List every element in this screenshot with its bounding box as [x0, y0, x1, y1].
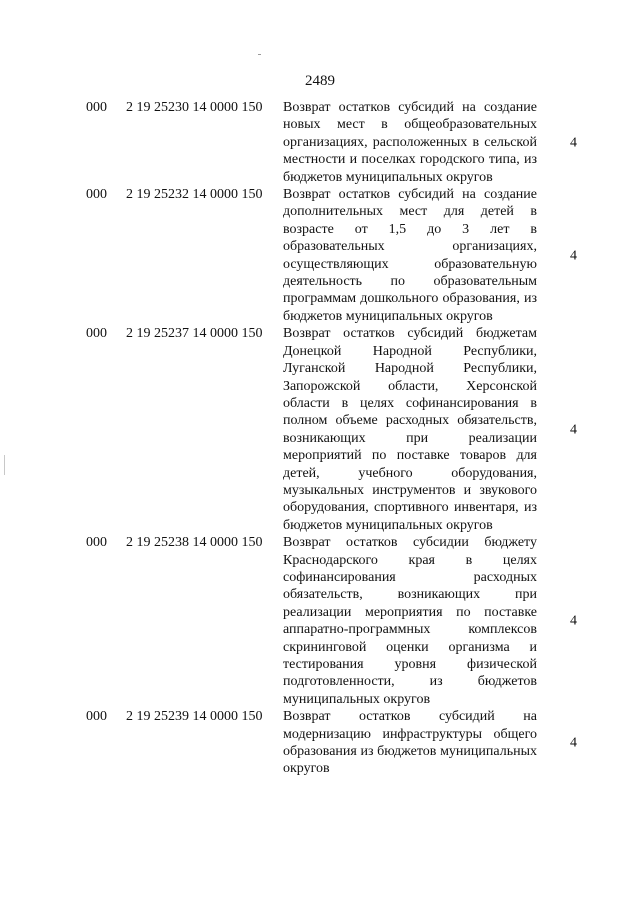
admin-code: 000 — [86, 535, 107, 551]
table-row — [0, 99, 640, 186]
budget-classification-code: 2 19 25232 14 0000 150 — [126, 187, 263, 203]
budget-classification-code: 2 19 25239 14 0000 150 — [126, 709, 263, 725]
row-description: Возврат остатков субсидии бюджету Краснодарского края в целях софинансирования расходных обязательств, возникающих при реализации мероприятия по поставке аппаратно-программных комплексов скрининговой оценки организма и тестирования уровня физической подготовленности, из бюджетов муниципальных округов — [283, 535, 537, 707]
row-description: Возврат остатков субсидий бюджетам Донецкой Народной Республики, Луганской Народной Республики, Запорожской области, Херсонской области в целях софинансирования в полном объеме расходных обязательств, возникающих при реализации мероприятий по поставке товаров для детей, учебного оборудования, музыкальных инструментов и звукового оборудования, спортивного инвентаря, из бюджетов муниципальных округов — [283, 326, 537, 533]
table-row — [0, 708, 640, 778]
admin-code: 000 — [86, 187, 107, 203]
row-amount: 4 — [570, 735, 577, 751]
budget-classification-code: 2 19 25230 14 0000 150 — [126, 100, 263, 115]
row-amount: 4 — [570, 422, 577, 438]
scan-artifact — [258, 54, 261, 55]
table-row — [0, 325, 640, 534]
row-description: Возврат остатков субсидий на создание дополнительных мест для детей в возрасте от 1,5 до 3 лет в образовательных организациях, осуществляющих образовательную деятельность по образовательным программам дошкольного образования, из бюджетов муниципальных округов — [283, 187, 537, 324]
row-amount: 4 — [570, 613, 577, 629]
budget-classification-code: 2 19 25238 14 0000 150 — [126, 535, 263, 551]
budget-classification-code: 2 19 25237 14 0000 150 — [126, 326, 263, 342]
admin-code: 000 — [86, 326, 107, 342]
row-amount: 4 — [570, 248, 577, 264]
table-row — [0, 534, 640, 708]
page-number: 2489 — [305, 73, 335, 89]
table-row — [0, 186, 640, 325]
admin-code: 000 — [86, 100, 107, 115]
row-description: Возврат остатков субсидий на создание новых мест в общеобразовательных организациях, расположенных в сельской местности и поселках городского типа, из бюджетов муниципальных округов — [283, 100, 537, 185]
row-description: Возврат остатков субсидий на модернизацию инфраструктуры общего образования из бюджетов муниципальных округов — [283, 709, 537, 777]
admin-code: 000 — [86, 709, 107, 725]
row-amount: 4 — [570, 135, 577, 151]
budget-code-table — [0, 99, 640, 778]
